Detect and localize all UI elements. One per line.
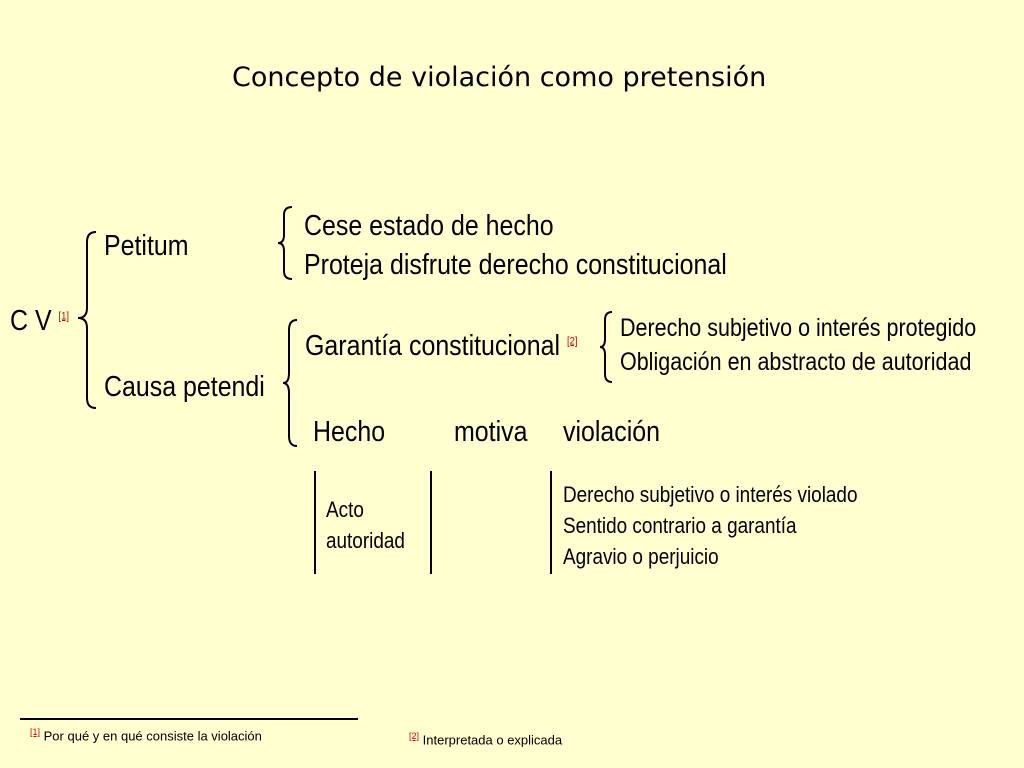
divider-right xyxy=(550,471,552,574)
motiva-label: motiva xyxy=(454,416,528,448)
footnote-1 xyxy=(30,727,262,743)
violacion-item-1: Derecho subjetivo o interés violado xyxy=(563,482,858,507)
footnote-1-ref[interactable]: [1] xyxy=(30,727,41,737)
page-title: Concepto de violación como pretensión xyxy=(232,62,767,93)
footnote-separator xyxy=(20,718,358,720)
footnote-ref-2[interactable]: [2] xyxy=(567,335,578,348)
violacion-item-2: Sentido contrario a garantía xyxy=(563,513,797,538)
acto-line-2: autoridad xyxy=(326,528,405,553)
footnote-1-text: Por qué y en qué consiste la violación xyxy=(43,728,262,744)
footnote-2 xyxy=(409,731,562,747)
violacion-item-3: Agravio o perjuicio xyxy=(563,544,719,569)
petitum-item-1: Cese estado de hecho xyxy=(304,210,554,242)
garantia-label: Garantía constitucional xyxy=(305,330,561,362)
divider-middle xyxy=(430,471,432,574)
causa-brace xyxy=(281,318,301,448)
footnote-2-ref[interactable]: [2] xyxy=(409,731,420,741)
root-brace xyxy=(76,230,100,410)
root-label: C V xyxy=(10,305,52,337)
petitum-label: Petitum xyxy=(104,230,189,262)
garantia-item-2: Obligación en abstracto de autoridad xyxy=(620,348,972,376)
footnote-ref-1[interactable]: [1] xyxy=(58,310,70,323)
violacion-label: violación xyxy=(563,416,661,448)
garantia-brace xyxy=(598,310,616,384)
hecho-label: Hecho xyxy=(313,416,386,448)
footnote-2-text: Interpretada o explicada xyxy=(422,732,563,748)
divider-left xyxy=(314,471,316,574)
garantia-node xyxy=(305,332,622,361)
petitum-brace xyxy=(276,205,296,281)
causa-label: Causa petendi xyxy=(104,371,265,403)
acto-line-1: Acto xyxy=(326,497,364,522)
petitum-item-2: Proteja disfrute derecho constitucional xyxy=(304,249,727,281)
root-node xyxy=(10,307,79,336)
garantia-item-1: Derecho subjetivo o interés protegido xyxy=(620,314,977,342)
